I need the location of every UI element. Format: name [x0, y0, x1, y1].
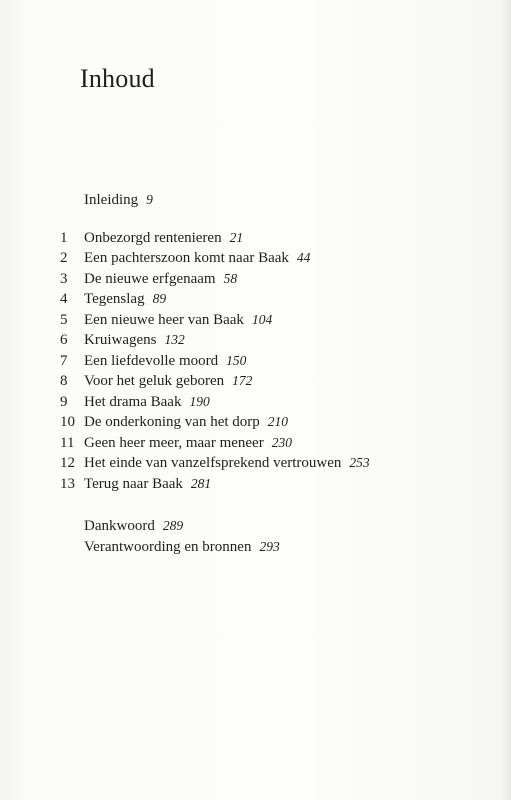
toc-page: 172 — [232, 373, 253, 388]
toc-entry-chapter — [60, 289, 480, 310]
toc-page: 9 — [146, 192, 153, 207]
toc-label: De onderkoning van het dorp — [84, 414, 260, 430]
toc-page: 230 — [271, 434, 292, 450]
page-edge-shadow — [501, 0, 511, 800]
toc-number: 4 — [60, 291, 68, 307]
toc-entry-chapter — [60, 228, 480, 249]
toc-label: Inleiding — [84, 192, 139, 208]
toc-label: Een pachterszoon komt naar Baak — [84, 250, 289, 266]
toc-number: 11 — [60, 434, 75, 451]
spacer — [60, 211, 480, 228]
toc-label: Dankwoord — [84, 518, 155, 534]
toc-label: Terug naar Baak — [84, 475, 183, 492]
toc-label: Verantwoording en bronnen — [84, 538, 252, 555]
toc-page: 190 — [189, 393, 210, 409]
toc-entry-chapter — [60, 351, 480, 372]
toc-number — [60, 537, 84, 558]
toc-page: 104 — [251, 311, 273, 327]
toc-number: 5 — [60, 311, 68, 328]
toc-page: 289 — [162, 518, 184, 533]
toc-number: 9 — [60, 393, 68, 410]
toc-entry-front — [60, 190, 480, 211]
toc-label: Onbezorgd rentenieren — [84, 229, 222, 246]
toc-entry-chapter — [60, 412, 480, 433]
toc-label: De nieuwe erfgenaam — [84, 270, 216, 287]
toc-number: 8 — [60, 373, 68, 389]
toc-number: 7 — [60, 352, 68, 369]
toc-page: 132 — [164, 332, 185, 347]
toc-entry-chapter — [60, 310, 480, 331]
toc-entry-chapter — [60, 392, 480, 413]
toc-entry-chapter — [60, 330, 480, 351]
toc-label: Voor het geluk geboren — [84, 373, 225, 389]
toc-number: 13 — [60, 475, 75, 492]
toc-page: 210 — [267, 414, 289, 429]
toc-number — [60, 516, 84, 537]
toc-label: Het drama Baak — [84, 393, 182, 410]
toc-page: 58 — [223, 270, 238, 286]
toc-page: 89 — [152, 291, 167, 306]
toc-entry-chapter — [60, 269, 480, 290]
toc-label: Kruiwagens — [84, 332, 157, 348]
toc-number: 3 — [60, 270, 68, 287]
toc-page: 44 — [296, 250, 311, 265]
toc-entry-chapter — [60, 453, 480, 474]
page-title: Inhoud — [80, 64, 155, 93]
toc-number: 2 — [60, 250, 68, 266]
toc-entry-chapter — [60, 248, 480, 269]
toc-number: 6 — [60, 332, 68, 348]
toc-entry-chapter — [60, 371, 480, 392]
toc-page: 281 — [190, 475, 212, 491]
toc-entry-back — [60, 537, 480, 558]
toc-page: 21 — [229, 229, 244, 245]
toc-label: Een nieuwe heer van Baak — [84, 311, 244, 328]
toc-label: Het einde van vanzelfsprekend vertrouwen — [84, 455, 342, 471]
toc-label: Een liefdevolle moord — [84, 352, 219, 369]
toc-page: 150 — [226, 352, 247, 368]
toc-entry-back — [60, 516, 480, 537]
toc-label: Tegenslag — [84, 291, 145, 307]
toc-number: 12 — [60, 455, 75, 471]
table-of-contents — [60, 190, 480, 557]
toc-number — [60, 190, 84, 211]
toc-label: Geen heer meer, maar meneer — [84, 434, 264, 451]
toc-entry-chapter — [60, 433, 480, 454]
spacer — [60, 494, 480, 516]
toc-number: 1 — [60, 229, 68, 246]
toc-page: 293 — [259, 538, 280, 554]
toc-number: 10 — [60, 414, 75, 430]
toc-page: 253 — [349, 455, 370, 470]
toc-entry-chapter — [60, 474, 480, 495]
